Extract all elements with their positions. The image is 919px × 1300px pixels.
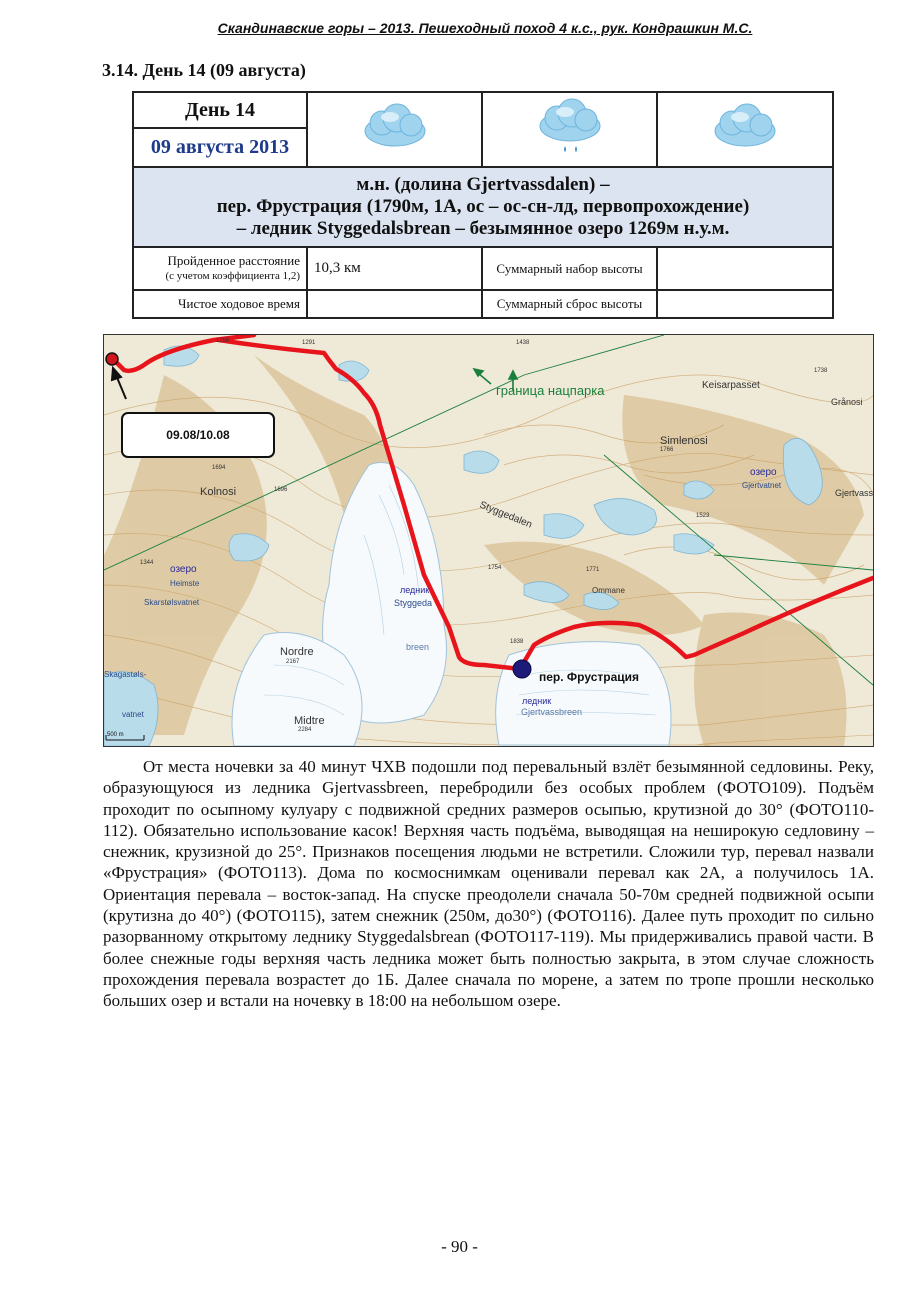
elev-1766: 1766 [660, 447, 674, 453]
cloud-icon [360, 101, 430, 153]
place-granosi: Grånosi [831, 397, 863, 407]
elev-1296: 1296 [216, 338, 230, 344]
cloud-rain-icon [535, 96, 605, 158]
scale-label: 500 m [107, 732, 124, 738]
place-gjertvassbreen: Gjertvassbreen [521, 707, 583, 717]
elev-1838: 1838 [510, 639, 524, 645]
elev-1291: 1291 [302, 340, 316, 346]
place-vatnet: vatnet [122, 710, 144, 719]
distance-value: 10,3 км [307, 247, 482, 290]
pass-label: пер. Фрустрация [539, 670, 640, 684]
elev-1523: 1523 [696, 513, 710, 519]
route-line: пер. Фрустрация (1790м, 1А, ос – ос-сн-лд, первопрохождение) [216, 196, 750, 217]
elev-1696: 1696 [274, 487, 288, 493]
page-number: - 90 - [441, 1237, 478, 1256]
place-ommane: Ommane [592, 586, 625, 595]
ascent-value [657, 247, 833, 290]
route-line: – ледник Styggedalsbrean – безымянное озеро 1269м н.у.м. [236, 218, 730, 239]
place-simlenosi: Simlenosi [660, 435, 708, 447]
place-lake-2: озеро [750, 467, 777, 478]
elev-1438: 1438 [516, 340, 530, 346]
distance-label: Пройденное расстояние [167, 253, 300, 268]
place-nordre: Nordre [280, 646, 314, 658]
date-callout: 09.08/10.08 [166, 428, 230, 442]
walk-time-value [307, 290, 482, 318]
day-summary-table [132, 91, 834, 319]
place-midtre: Midtre [294, 715, 325, 727]
place-breen: breen [406, 642, 430, 652]
place-gjertvass: Gjertvass [835, 488, 873, 498]
day-description: От места ночевки за 40 минут ЧХВ подошли под перевальный взлёт безымянной седловины. Реку, образующуюся из ледника Gjertvassbreen, перебродили без особых проблем (ФОТО109). Подъём проходит по осыпному кулуару с подвижной средних размеров осыпью, крутизной до 30° (ФОТО110-112). Обязательно использование касок! Верхняя часть подъёма, выводящая на неширокую седловину – снежник, крузизной до 25°. Признаков посещения людьми не встретили. Сложили тур, перевал назвали «Фрустрация» (ФОТО113). Дома по космоснимкам оценивали перевал как 2А, а получилось 1А. Ориентация перевала – восток-запад. На спуске преодолели сначала 50-70м средней подвижной осыпи (крутизна до 40°) (ФОТО115), затем снежник (250м, до30°) (ФОТО116). Далее путь проходит по сильно разорванному открытому леднику Styggedalsbrean (ФОТО117-119). Мы придерживались правой части. В более снежные годы верхняя часть ледника может быть полностью закрыта, в этом случае сложность прохождения перевала возрастет до 1Б. Далее сначала по морене, а затем по тропе прошли несколько больших озер и встали на ночевку в 18:00 на небольшом озере. [103, 757, 874, 1011]
day-date: 09 августа 2013 [133, 128, 307, 167]
running-header: Скандинавские горы – 2013. Пешеходный поход 4 к.с., рук. Кондрашкин М.С. [217, 20, 753, 36]
distance-note: (с учетом коэффициента 1,2) [165, 270, 300, 282]
route-map [103, 334, 874, 747]
place-styggedalen: Styggedalen [477, 499, 534, 531]
descent-label: Суммарный сброс высоты [482, 290, 657, 318]
route-description [133, 167, 833, 247]
day-label: День 14 [133, 92, 307, 128]
elev-1344: 1344 [140, 560, 154, 566]
place-glacier-1: ледник [400, 585, 430, 595]
elev-2167: 2167 [286, 659, 300, 665]
elev-2284: 2284 [298, 727, 312, 733]
place-styggeda: Styggeda [394, 598, 433, 608]
place-glacier-2: ледник [522, 696, 552, 706]
elev-1738: 1738 [814, 368, 828, 374]
elev-1771: 1771 [586, 567, 600, 573]
place-keisarpasset: Keisarpasset [702, 380, 760, 391]
place-heimste: Heimste [170, 579, 200, 588]
descent-value [657, 290, 833, 318]
park-border-label: граница нацпарка [496, 383, 605, 398]
place-kolnosi: Kolnosi [200, 486, 237, 498]
walk-time-label: Чистое ходовое время [133, 290, 307, 318]
place-skagastols: Skagastøls- [104, 670, 147, 679]
distance-label-cell [133, 247, 307, 290]
place-lake-1: озеро [170, 564, 197, 575]
place-gjertvatnet: Gjertvatnet [742, 481, 782, 490]
weather-cell-morning [307, 92, 482, 167]
place-skarstolsvatnet: Skarstølsvatnet [144, 598, 200, 607]
elev-1694: 1694 [212, 465, 226, 471]
pass-marker [513, 660, 531, 678]
cloud-icon [710, 101, 780, 153]
elev-1754: 1754 [488, 565, 502, 571]
section-title: 3.14. День 14 (09 августа) [102, 60, 306, 80]
weather-cell-day [482, 92, 657, 167]
route-line: м.н. (долина Gjertvassdalen) – [356, 174, 610, 195]
campsite-marker [106, 353, 118, 365]
weather-cell-evening [657, 92, 833, 167]
ascent-label: Суммарный набор высоты [482, 247, 657, 290]
